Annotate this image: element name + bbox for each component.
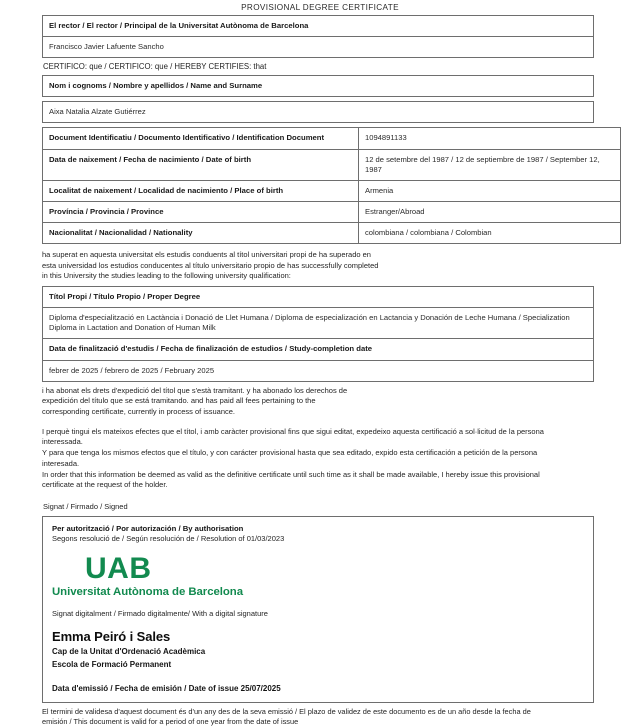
table-row — [43, 222, 621, 243]
person-details-table — [42, 75, 594, 97]
paragraph-line: In order that this information be deemed as valid as the definitive certificate until such time as it shall be made available, I hereby issue this provisional — [42, 469, 540, 479]
table-row — [43, 76, 594, 97]
paragraph-line: esta universidad los estudios conducentes al título universitario propio de has successfully completed — [42, 260, 379, 270]
digital-signature-note: Signat digitalment / Firmado digitalmente/ With a digital signature — [52, 608, 268, 618]
table-row — [43, 201, 621, 222]
rector-name-cell: Francisco Javier Lafuente Sancho — [43, 37, 594, 58]
resolution-line: Segons resolució de / Según resolución de / Resolution of 01/03/2023 — [52, 534, 285, 544]
degree-value-cell: Diploma d'especialització en Lactància i Donació de Llet Humana / Diploma de especialización en Lactancia y Donación de Leche Humana / Specialization Diploma in Lactation and Donation of Human Milk — [43, 308, 594, 339]
authorisation-line: Per autorització / Por autorización / By authorisation — [52, 523, 244, 533]
table-row — [43, 128, 621, 149]
person-name-table — [42, 101, 594, 123]
signer-role-line-2: Escola de Formació Permanent — [52, 660, 172, 670]
purpose-paragraph — [42, 427, 595, 491]
table-row — [43, 287, 594, 308]
certifies-line: CERTIFICO: que / CERTIFICO: que / HEREBY CERTIFIES: that — [43, 62, 267, 72]
table-row — [43, 360, 594, 381]
field-value-date-of-birth: 12 de setembre del 1987 / 12 de septiembre de 1987 / September 12, 1987 — [359, 149, 621, 180]
field-label-date-of-birth: Data de naixement / Fecha de nacimiento / Date of birth — [43, 149, 359, 180]
paragraph-line: certificate at the request of the holder. — [42, 480, 168, 490]
signature-block — [42, 516, 594, 703]
page-title: PROVISIONAL DEGREE CERTIFICATE — [241, 3, 399, 12]
completion-paragraph — [42, 250, 595, 282]
signer-name: Emma Peiró i Sales — [52, 628, 171, 644]
table-row — [43, 180, 621, 201]
name-value-cell: Aixa Natalia Alzate Gutiérrez — [43, 102, 594, 123]
validity-footer — [42, 707, 595, 728]
paragraph-line: expedición del título que se está tramitando. and has paid all fees pertaining to the — [42, 396, 316, 406]
field-value-place-of-birth: Armenia — [359, 180, 621, 201]
fees-paragraph — [42, 386, 595, 418]
paragraph-line: I perquè tingui els mateixos efectes que el títol, i amb caràcter provisional fins que sigui editat, expedeixo aquesta certificació a sol·licitud de la persona — [42, 426, 544, 436]
degree-table — [42, 286, 594, 381]
table-row — [43, 37, 594, 58]
paragraph-line: corresponding certificate, currently in process of issuance. — [42, 406, 236, 416]
paragraph-line: ha superat en aquesta universitat els estudis conduents al títol universitari propi de ha superado en — [42, 250, 371, 259]
table-row — [43, 16, 594, 37]
paragraph-line: i ha abonat els drets d'expedició del títol que s'està tramitant. y ha abonado los derechos de — [42, 385, 348, 395]
spacer — [42, 418, 595, 427]
uab-logo — [52, 551, 584, 598]
paragraph-line: in this University the studies leading to the following university qualification: — [42, 271, 291, 281]
table-row — [43, 308, 594, 339]
field-label-identification-document: Document Identificatiu / Documento Identificativo / Identification Document — [43, 128, 359, 149]
rector-heading-cell: El rector / El rector / Principal de la Universitat Autònoma de Barcelona — [43, 16, 594, 37]
uab-logo-mark: UAB — [85, 551, 152, 585]
spacer — [42, 491, 595, 500]
table-row — [43, 339, 594, 360]
paragraph-line: interessada. — [42, 437, 83, 447]
identity-fields-table — [42, 127, 621, 244]
rector-table — [42, 15, 594, 58]
name-heading-cell: Nom i cognoms / Nombre y apellidos / Name and Surname — [43, 76, 594, 97]
field-label-province: Província / Provincia / Province — [43, 201, 359, 222]
field-value-nationality: colombiana / colombiana / Colombian — [359, 222, 621, 243]
field-value-identification-document: 1094891133 — [359, 128, 621, 149]
signer-role-line-1: Cap de la Unitat d'Ordenació Acadèmica — [52, 646, 206, 656]
paragraph-line: Y para que tenga los mismos efectos que el título, y con carácter provisional hasta que sea editado, expido esta certificación a petición de la persona — [42, 448, 538, 458]
completion-date-heading-cell: Data de finalització d'estudis / Fecha de finalización de estudios / Study-completion date — [43, 339, 594, 360]
table-row — [43, 102, 594, 123]
signed-label: Signat / Firmado / Signed — [43, 501, 128, 511]
completion-date-value-cell: febrer de 2025 / febrero de 2025 / February 2025 — [43, 360, 594, 381]
table-row — [43, 149, 621, 180]
field-value-province: Estranger/Abroad — [359, 201, 621, 222]
uab-logo-subtitle: Universitat Autònoma de Barcelona — [52, 585, 243, 598]
field-label-place-of-birth: Localitat de naixement / Localidad de nacimiento / Place of birth — [43, 180, 359, 201]
footer-line: emisión / This document is valid for a period of one year from the date of issue — [42, 717, 299, 727]
document-body — [0, 15, 640, 728]
paragraph-line: interesada. — [42, 458, 80, 468]
field-label-nationality: Nacionalitat / Nacionalidad / Nationality — [43, 222, 359, 243]
footer-line: El termini de validesa d'aquest document és d'un any des de la seva emissió / El plazo de validez de este documento es de un año desde la fecha de — [42, 706, 531, 716]
issue-date-line: Data d'emissió / Fecha de emisión / Date of issue 25/07/2025 — [52, 683, 281, 693]
degree-heading-cell: Títol Propi / Título Propio / Proper Degree — [43, 287, 594, 308]
